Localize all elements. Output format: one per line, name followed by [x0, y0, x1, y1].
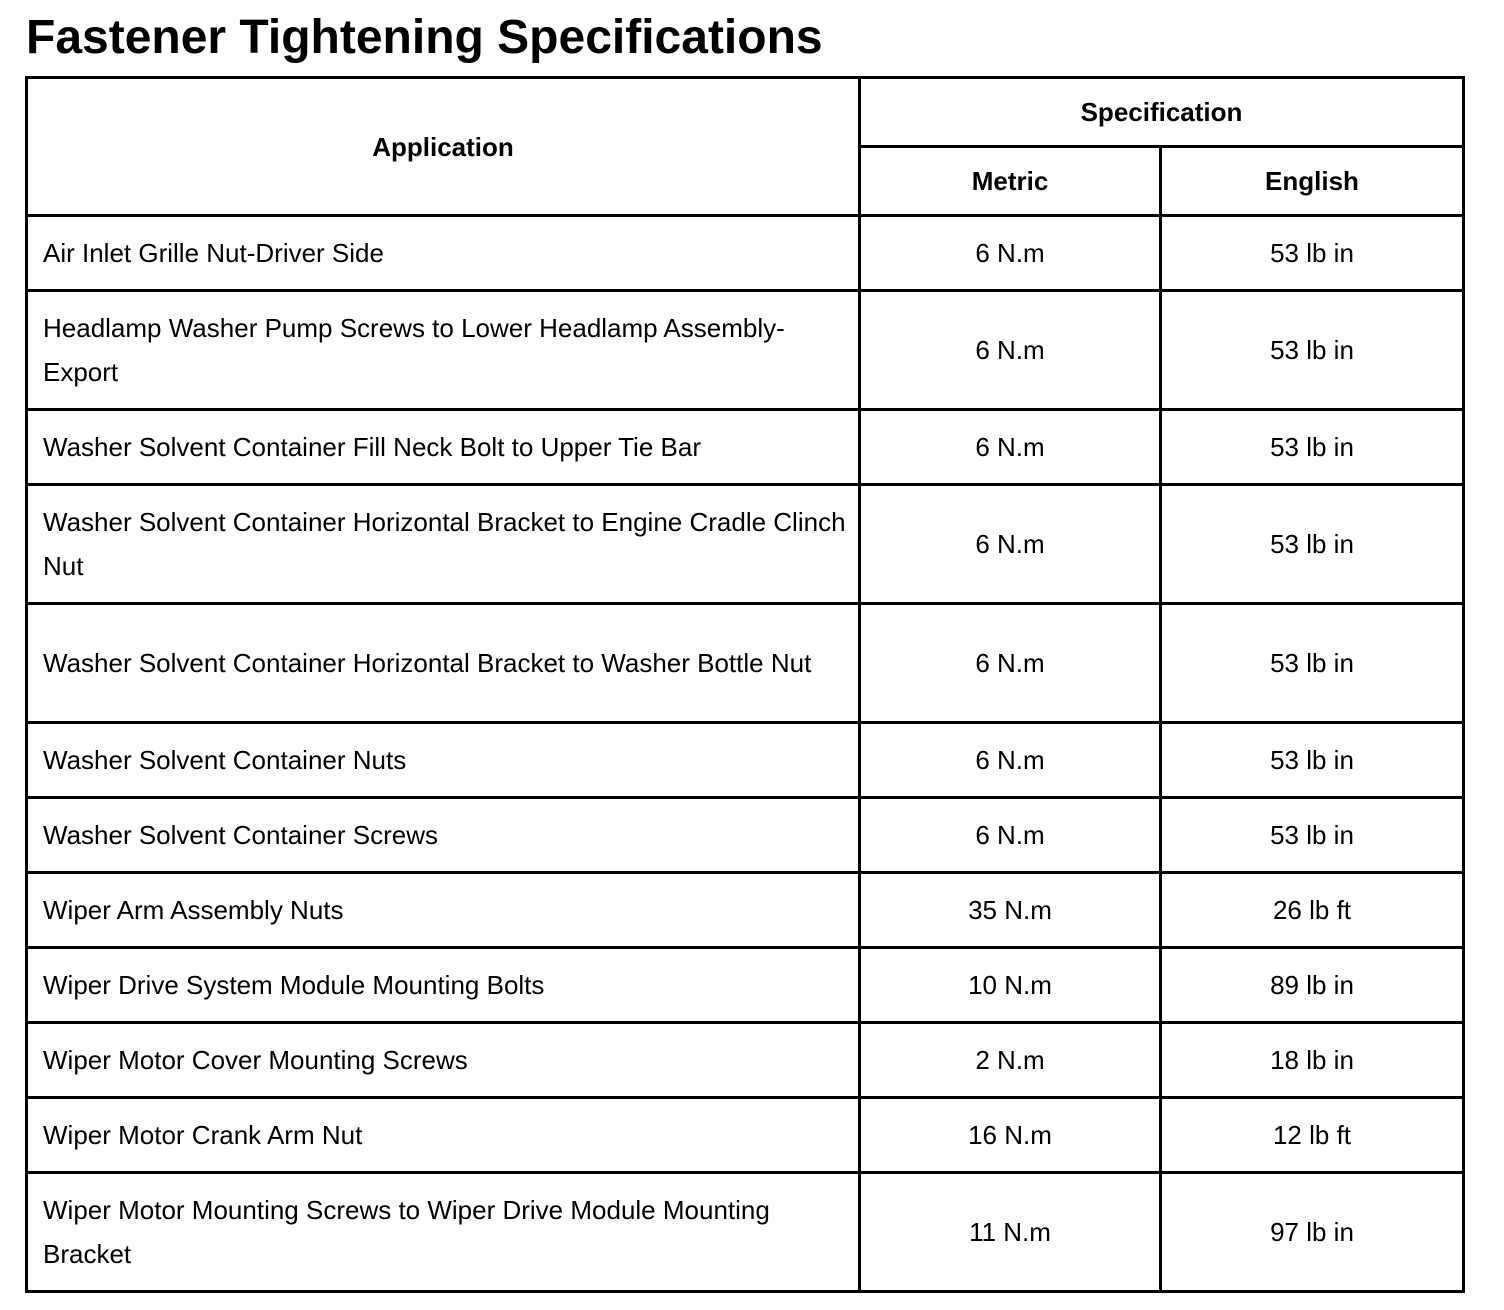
cell-english: 12 lb ft — [1161, 1098, 1464, 1173]
cell-metric: 6 N.m — [860, 485, 1161, 604]
cell-application: Wiper Motor Mounting Screws to Wiper Drive Module Mounting Bracket — [27, 1173, 860, 1292]
cell-english: 89 lb in — [1161, 948, 1464, 1023]
cell-metric: 35 N.m — [860, 873, 1161, 948]
table-row — [27, 216, 1464, 291]
page-title: Fastener Tightening Specifications — [26, 11, 823, 64]
cell-english: 53 lb in — [1161, 798, 1464, 873]
cell-english: 26 lb ft — [1161, 873, 1464, 948]
cell-application: Washer Solvent Container Fill Neck Bolt to Upper Tie Bar — [27, 410, 860, 485]
cell-application: Washer Solvent Container Horizontal Bracket to Engine Cradle Clinch Nut — [27, 485, 860, 604]
table-row — [27, 485, 1464, 604]
table-row — [27, 873, 1464, 948]
cell-english: 53 lb in — [1161, 604, 1464, 723]
cell-metric: 6 N.m — [860, 291, 1161, 410]
cell-metric: 6 N.m — [860, 723, 1161, 798]
cell-application: Wiper Arm Assembly Nuts — [27, 873, 860, 948]
cell-metric: 6 N.m — [860, 410, 1161, 485]
cell-metric: 10 N.m — [860, 948, 1161, 1023]
cell-english: 18 lb in — [1161, 1023, 1464, 1098]
table-row — [27, 1098, 1464, 1173]
cell-application: Wiper Motor Crank Arm Nut — [27, 1098, 860, 1173]
table-row — [27, 1023, 1464, 1098]
cell-metric: 16 N.m — [860, 1098, 1161, 1173]
cell-english: 97 lb in — [1161, 1173, 1464, 1292]
cell-english: 53 lb in — [1161, 485, 1464, 604]
specifications-table — [25, 76, 1465, 1293]
table-row — [27, 948, 1464, 1023]
table-row — [27, 291, 1464, 410]
cell-application: Headlamp Washer Pump Screws to Lower Headlamp Assembly-Export — [27, 291, 860, 410]
cell-english: 53 lb in — [1161, 216, 1464, 291]
column-header-application: Application — [27, 78, 860, 216]
cell-english: 53 lb in — [1161, 723, 1464, 798]
cell-metric: 6 N.m — [860, 604, 1161, 723]
cell-application: Wiper Drive System Module Mounting Bolts — [27, 948, 860, 1023]
table-row — [27, 1173, 1464, 1292]
table-header-row — [27, 78, 1464, 147]
table-row — [27, 604, 1464, 723]
cell-application: Wiper Motor Cover Mounting Screws — [27, 1023, 860, 1098]
column-header-metric: Metric — [860, 147, 1161, 216]
cell-application: Washer Solvent Container Screws — [27, 798, 860, 873]
column-header-english: English — [1161, 147, 1464, 216]
table-row — [27, 798, 1464, 873]
cell-application: Washer Solvent Container Nuts — [27, 723, 860, 798]
cell-metric: 11 N.m — [860, 1173, 1161, 1292]
cell-application: Air Inlet Grille Nut-Driver Side — [27, 216, 860, 291]
table-body — [27, 216, 1464, 1292]
cell-english: 53 lb in — [1161, 291, 1464, 410]
cell-english: 53 lb in — [1161, 410, 1464, 485]
table-row — [27, 410, 1464, 485]
cell-application: Washer Solvent Container Horizontal Bracket to Washer Bottle Nut — [27, 604, 860, 723]
table-row — [27, 723, 1464, 798]
cell-metric: 6 N.m — [860, 216, 1161, 291]
column-header-specification: Specification — [860, 78, 1464, 147]
cell-metric: 2 N.m — [860, 1023, 1161, 1098]
cell-metric: 6 N.m — [860, 798, 1161, 873]
